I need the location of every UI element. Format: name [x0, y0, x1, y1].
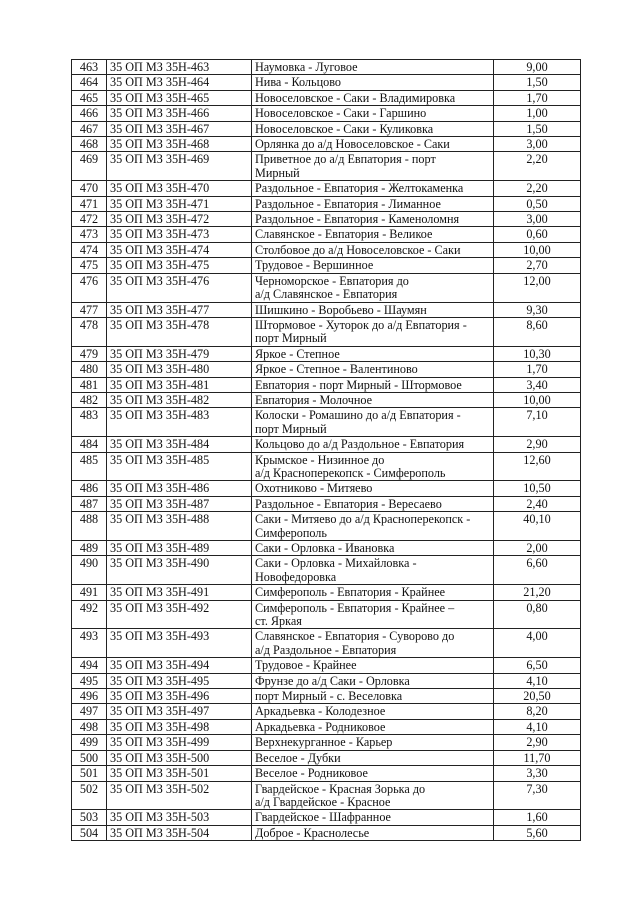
table-row [72, 408, 581, 437]
road-name-cell [252, 362, 494, 377]
road-code-cell: 35 ОП МЗ 35Н-479 [107, 346, 252, 361]
row-number-cell: 474 [72, 242, 107, 257]
road-length-cell: 1,00 [494, 106, 581, 121]
road-code-cell: 35 ОП МЗ 35Н-502 [107, 781, 252, 810]
row-number-cell: 487 [72, 496, 107, 511]
road-name-line: Евпатория - Молочное [255, 392, 373, 407]
row-number-cell: 484 [72, 437, 107, 452]
road-name-line: Доброе - Краснолесье [255, 825, 370, 840]
road-name-line: Кольцово до а/д Раздольное - Евпатория [255, 437, 465, 452]
road-name-cell [252, 658, 494, 673]
table-row [72, 496, 581, 511]
road-code-cell: 35 ОП МЗ 35Н-476 [107, 273, 252, 302]
road-name-line: Веселое - Родниковое [255, 766, 368, 781]
road-code-cell: 35 ОП МЗ 35Н-503 [107, 810, 252, 825]
table-row [72, 541, 581, 556]
road-length-cell: 4,00 [494, 629, 581, 658]
road-name-line: Гвардейское - Красная Зорька до [255, 781, 426, 796]
table-row [72, 242, 581, 257]
road-length-cell: 0,60 [494, 227, 581, 242]
table-row [72, 75, 581, 90]
road-name-line: Яркое - Степное [255, 346, 340, 361]
road-name-line: Столбовое до а/д Новоселовское - Саки [255, 242, 461, 257]
road-length-cell: 11,70 [494, 750, 581, 765]
road-length-cell: 5,60 [494, 825, 581, 840]
row-number-cell: 503 [72, 810, 107, 825]
road-code-cell: 35 ОП МЗ 35Н-497 [107, 704, 252, 719]
table-row [72, 825, 581, 840]
road-name-line: Штормовое - Хуторок до а/д Евпатория - [255, 317, 467, 332]
road-name-cell [252, 137, 494, 152]
table-row [72, 362, 581, 377]
road-code-cell: 35 ОП МЗ 35Н-482 [107, 392, 252, 407]
road-name-cell [252, 302, 494, 317]
road-name-cell [252, 481, 494, 496]
road-code-cell: 35 ОП МЗ 35Н-481 [107, 377, 252, 392]
road-code-cell: 35 ОП МЗ 35Н-491 [107, 585, 252, 600]
row-number-cell: 490 [72, 556, 107, 585]
road-code-cell: 35 ОП МЗ 35Н-474 [107, 242, 252, 257]
road-name-line: Аркадьевка - Родниковое [255, 719, 386, 734]
row-number-cell: 479 [72, 346, 107, 361]
row-number-cell: 499 [72, 735, 107, 750]
row-number-cell: 491 [72, 585, 107, 600]
road-length-cell: 3,00 [494, 212, 581, 227]
row-number-cell: 476 [72, 273, 107, 302]
road-name-cell [252, 673, 494, 688]
road-name-line: Гвардейское - Шафранное [255, 810, 391, 825]
table-row [72, 227, 581, 242]
row-number-cell: 486 [72, 481, 107, 496]
table-row [72, 719, 581, 734]
road-name-cell [252, 212, 494, 227]
row-number-cell: 489 [72, 541, 107, 556]
road-name-line: Саки - Орловка - Михайловка - [255, 556, 417, 571]
row-number-cell: 500 [72, 750, 107, 765]
table-row [72, 152, 581, 181]
road-length-cell: 20,50 [494, 689, 581, 704]
road-code-cell: 35 ОП МЗ 35Н-464 [107, 75, 252, 90]
table-row [72, 196, 581, 211]
road-length-cell: 9,30 [494, 302, 581, 317]
row-number-cell: 497 [72, 704, 107, 719]
row-number-cell: 473 [72, 227, 107, 242]
road-code-cell: 35 ОП МЗ 35Н-465 [107, 90, 252, 105]
road-name-line: Колоски - Ромашино до а/д Евпатория - [255, 408, 461, 423]
row-number-cell: 466 [72, 106, 107, 121]
table-row [72, 629, 581, 658]
road-code-cell: 35 ОП МЗ 35Н-486 [107, 481, 252, 496]
road-code-cell: 35 ОП МЗ 35Н-463 [107, 60, 252, 75]
road-name-line: Симферополь - Евпатория - Крайнее [255, 585, 446, 600]
road-name-cell [252, 181, 494, 196]
road-name-line: порт Мирный [255, 421, 327, 436]
road-name-cell [252, 781, 494, 810]
road-name-cell [252, 75, 494, 90]
road-name-cell [252, 689, 494, 704]
road-name-line: Наумовка - Луговое [255, 60, 358, 74]
road-code-cell: 35 ОП МЗ 35Н-484 [107, 437, 252, 452]
road-name-cell [252, 106, 494, 121]
table-row [72, 585, 581, 600]
road-name-cell [252, 810, 494, 825]
table-row [72, 392, 581, 407]
road-length-cell: 12,00 [494, 273, 581, 302]
row-number-cell: 467 [72, 121, 107, 136]
road-code-cell: 35 ОП МЗ 35Н-471 [107, 196, 252, 211]
road-name-cell [252, 90, 494, 105]
table-row [72, 781, 581, 810]
roads-table-body [72, 60, 581, 841]
table-row [72, 810, 581, 825]
road-name-line: а/д Раздольное - Евпатория [255, 642, 397, 657]
road-length-cell: 7,10 [494, 408, 581, 437]
road-length-cell: 1,60 [494, 810, 581, 825]
road-code-cell: 35 ОП МЗ 35Н-493 [107, 629, 252, 658]
row-number-cell: 478 [72, 317, 107, 346]
road-name-cell [252, 585, 494, 600]
road-code-cell: 35 ОП МЗ 35Н-469 [107, 152, 252, 181]
table-row [72, 137, 581, 152]
road-name-cell [252, 152, 494, 181]
table-row [72, 735, 581, 750]
road-code-cell: 35 ОП МЗ 35Н-492 [107, 600, 252, 629]
table-row [72, 437, 581, 452]
row-number-cell: 494 [72, 658, 107, 673]
road-name-cell [252, 437, 494, 452]
table-row [72, 258, 581, 273]
table-row [72, 60, 581, 75]
road-name-line: Аркадьевка - Колодезное [255, 704, 386, 719]
row-number-cell: 477 [72, 302, 107, 317]
road-name-cell [252, 600, 494, 629]
road-name-cell [252, 825, 494, 840]
road-code-cell: 35 ОП МЗ 35Н-504 [107, 825, 252, 840]
road-length-cell: 2,90 [494, 735, 581, 750]
road-name-line: а/д Красноперекопск - Симферополь [255, 465, 446, 480]
row-number-cell: 502 [72, 781, 107, 810]
road-length-cell: 10,50 [494, 481, 581, 496]
road-name-line: Саки - Митяево до а/д Красноперекопск - [255, 512, 471, 527]
table-row [72, 181, 581, 196]
road-name-cell [252, 452, 494, 481]
road-name-line: порт Мирный - с. Веселовка [255, 689, 403, 704]
row-number-cell: 488 [72, 512, 107, 541]
road-name-cell [252, 408, 494, 437]
road-length-cell: 3,30 [494, 766, 581, 781]
road-code-cell: 35 ОП МЗ 35Н-483 [107, 408, 252, 437]
table-row [72, 704, 581, 719]
road-name-line: а/д Гвардейское - Красное [255, 794, 391, 809]
road-name-line: Приветное до а/д Евпатория - порт [255, 152, 436, 167]
row-number-cell: 464 [72, 75, 107, 90]
road-code-cell: 35 ОП МЗ 35Н-467 [107, 121, 252, 136]
road-name-line: Черноморское - Евпатория до [255, 273, 409, 288]
road-name-line: Крымское - Низинное до [255, 452, 385, 467]
road-code-cell: 35 ОП МЗ 35Н-498 [107, 719, 252, 734]
road-code-cell: 35 ОП МЗ 35Н-473 [107, 227, 252, 242]
road-name-line: Раздольное - Евпатория - Желтокаменка [255, 181, 464, 196]
road-name-cell [252, 121, 494, 136]
road-name-line: Славянское - Евпатория - Суворово до [255, 629, 455, 644]
road-name-line: Новоселовское - Саки - Гаршино [255, 106, 427, 121]
road-code-cell: 35 ОП МЗ 35Н-468 [107, 137, 252, 152]
road-length-cell: 4,10 [494, 719, 581, 734]
road-name-line: Новофедоровка [255, 569, 337, 584]
road-length-cell: 1,50 [494, 121, 581, 136]
road-name-line: Новоселовское - Саки - Куликовка [255, 121, 434, 136]
road-length-cell: 6,60 [494, 556, 581, 585]
road-length-cell: 10,30 [494, 346, 581, 361]
road-name-line: Трудовое - Крайнее [255, 658, 357, 673]
road-name-line: Нива - Кольцово [255, 75, 341, 90]
table-row [72, 750, 581, 765]
road-length-cell: 8,60 [494, 317, 581, 346]
road-code-cell: 35 ОП МЗ 35Н-495 [107, 673, 252, 688]
road-name-line: Верхнекурганное - Карьер [255, 735, 393, 750]
road-name-line: Раздольное - Евпатория - Каменоломня [255, 212, 460, 227]
road-name-line: Яркое - Степное - Валентиново [255, 362, 418, 377]
road-code-cell: 35 ОП МЗ 35Н-488 [107, 512, 252, 541]
table-row [72, 273, 581, 302]
road-length-cell: 1,70 [494, 362, 581, 377]
road-length-cell: 2,20 [494, 152, 581, 181]
road-name-line: а/д Славянское - Евпатория [255, 287, 398, 302]
road-name-cell [252, 60, 494, 75]
road-name-line: Шишкино - Воробьево - Шаумян [255, 302, 427, 317]
road-name-line: Трудовое - Вершинное [255, 258, 374, 273]
row-number-cell: 498 [72, 719, 107, 734]
road-name-line: Симферополь [255, 525, 327, 540]
row-number-cell: 472 [72, 212, 107, 227]
row-number-cell: 493 [72, 629, 107, 658]
table-row [72, 317, 581, 346]
road-code-cell: 35 ОП МЗ 35Н-485 [107, 452, 252, 481]
road-name-cell [252, 273, 494, 302]
road-code-cell: 35 ОП МЗ 35Н-477 [107, 302, 252, 317]
road-code-cell: 35 ОП МЗ 35Н-500 [107, 750, 252, 765]
road-code-cell: 35 ОП МЗ 35Н-490 [107, 556, 252, 585]
road-length-cell: 1,50 [494, 75, 581, 90]
table-row [72, 212, 581, 227]
road-length-cell: 4,10 [494, 673, 581, 688]
road-name-line: Раздольное - Евпатория - Вересаево [255, 496, 442, 511]
road-name-cell [252, 227, 494, 242]
road-name-cell [252, 750, 494, 765]
table-row [72, 106, 581, 121]
road-name-line: порт Мирный [255, 331, 327, 346]
row-number-cell: 495 [72, 673, 107, 688]
road-length-cell: 1,70 [494, 90, 581, 105]
table-row [72, 302, 581, 317]
road-name-cell [252, 735, 494, 750]
road-name-cell [252, 258, 494, 273]
road-name-line: Мирный [255, 165, 300, 180]
row-number-cell: 483 [72, 408, 107, 437]
road-code-cell: 35 ОП МЗ 35Н-480 [107, 362, 252, 377]
road-code-cell: 35 ОП МЗ 35Н-487 [107, 496, 252, 511]
road-code-cell: 35 ОП МЗ 35Н-470 [107, 181, 252, 196]
row-number-cell: 469 [72, 152, 107, 181]
road-length-cell: 2,20 [494, 181, 581, 196]
road-name-line: ст. Яркая [255, 614, 302, 629]
table-row [72, 689, 581, 704]
table-row [72, 658, 581, 673]
road-code-cell: 35 ОП МЗ 35Н-475 [107, 258, 252, 273]
table-row [72, 556, 581, 585]
road-name-line: Славянское - Евпатория - Великое [255, 227, 433, 242]
road-code-cell: 35 ОП МЗ 35Н-489 [107, 541, 252, 556]
road-length-cell: 2,90 [494, 437, 581, 452]
road-name-line: Саки - Орловка - Ивановка [255, 541, 395, 555]
road-length-cell: 0,50 [494, 196, 581, 211]
row-number-cell: 480 [72, 362, 107, 377]
row-number-cell: 470 [72, 181, 107, 196]
table-row [72, 512, 581, 541]
road-length-cell: 10,00 [494, 392, 581, 407]
road-length-cell: 7,30 [494, 781, 581, 810]
table-row [72, 481, 581, 496]
road-length-cell: 10,00 [494, 242, 581, 257]
road-name-cell [252, 317, 494, 346]
road-length-cell: 2,40 [494, 496, 581, 511]
road-code-cell: 35 ОП МЗ 35Н-499 [107, 735, 252, 750]
road-name-line: Орлянка до а/д Новоселовское - Саки [255, 137, 450, 152]
road-name-line: Симферополь - Евпатория - Крайнее – [255, 600, 455, 615]
road-code-cell: 35 ОП МЗ 35Н-472 [107, 212, 252, 227]
road-length-cell: 2,70 [494, 258, 581, 273]
road-name-line: Раздольное - Евпатория - Лиманное [255, 196, 441, 211]
road-name-cell [252, 719, 494, 734]
road-name-cell [252, 242, 494, 257]
row-number-cell: 465 [72, 90, 107, 105]
road-name-cell [252, 766, 494, 781]
road-name-cell [252, 629, 494, 658]
road-code-cell: 35 ОП МЗ 35Н-501 [107, 766, 252, 781]
roads-table [71, 59, 581, 841]
row-number-cell: 481 [72, 377, 107, 392]
road-code-cell: 35 ОП МЗ 35Н-496 [107, 689, 252, 704]
row-number-cell: 468 [72, 137, 107, 152]
table-row [72, 600, 581, 629]
table-row [72, 766, 581, 781]
road-length-cell: 3,40 [494, 377, 581, 392]
table-row [72, 90, 581, 105]
row-number-cell: 463 [72, 60, 107, 75]
table-row [72, 452, 581, 481]
road-name-cell [252, 196, 494, 211]
road-name-cell [252, 512, 494, 541]
road-name-cell [252, 392, 494, 407]
row-number-cell: 496 [72, 689, 107, 704]
row-number-cell: 485 [72, 452, 107, 481]
road-code-cell: 35 ОП МЗ 35Н-466 [107, 106, 252, 121]
row-number-cell: 492 [72, 600, 107, 629]
road-length-cell: 8,20 [494, 704, 581, 719]
road-name-cell [252, 556, 494, 585]
table-row [72, 121, 581, 136]
road-name-cell [252, 377, 494, 392]
road-name-line: Веселое - Дубки [255, 750, 341, 765]
road-length-cell: 6,50 [494, 658, 581, 673]
road-length-cell: 0,80 [494, 600, 581, 629]
road-code-cell: 35 ОП МЗ 35Н-494 [107, 658, 252, 673]
road-name-line: Охотниково - Митяево [255, 481, 373, 496]
road-length-cell: 9,00 [494, 60, 581, 75]
table-row [72, 377, 581, 392]
road-length-cell: 21,20 [494, 585, 581, 600]
road-length-cell: 40,10 [494, 512, 581, 541]
row-number-cell: 501 [72, 766, 107, 781]
road-length-cell: 2,00 [494, 541, 581, 556]
road-name-line: Евпатория - порт Мирный - Штормовое [255, 377, 462, 392]
row-number-cell: 475 [72, 258, 107, 273]
road-name-line: Новоселовское - Саки - Владимировка [255, 90, 456, 105]
table-row [72, 673, 581, 688]
road-name-cell [252, 346, 494, 361]
row-number-cell: 471 [72, 196, 107, 211]
road-length-cell: 12,60 [494, 452, 581, 481]
road-name-cell [252, 496, 494, 511]
road-code-cell: 35 ОП МЗ 35Н-478 [107, 317, 252, 346]
road-name-line: Фрунзе до а/д Саки - Орловка [255, 673, 410, 688]
road-length-cell: 3,00 [494, 137, 581, 152]
row-number-cell: 482 [72, 392, 107, 407]
table-row [72, 346, 581, 361]
road-name-cell [252, 704, 494, 719]
row-number-cell: 504 [72, 825, 107, 840]
road-name-cell [252, 541, 494, 556]
